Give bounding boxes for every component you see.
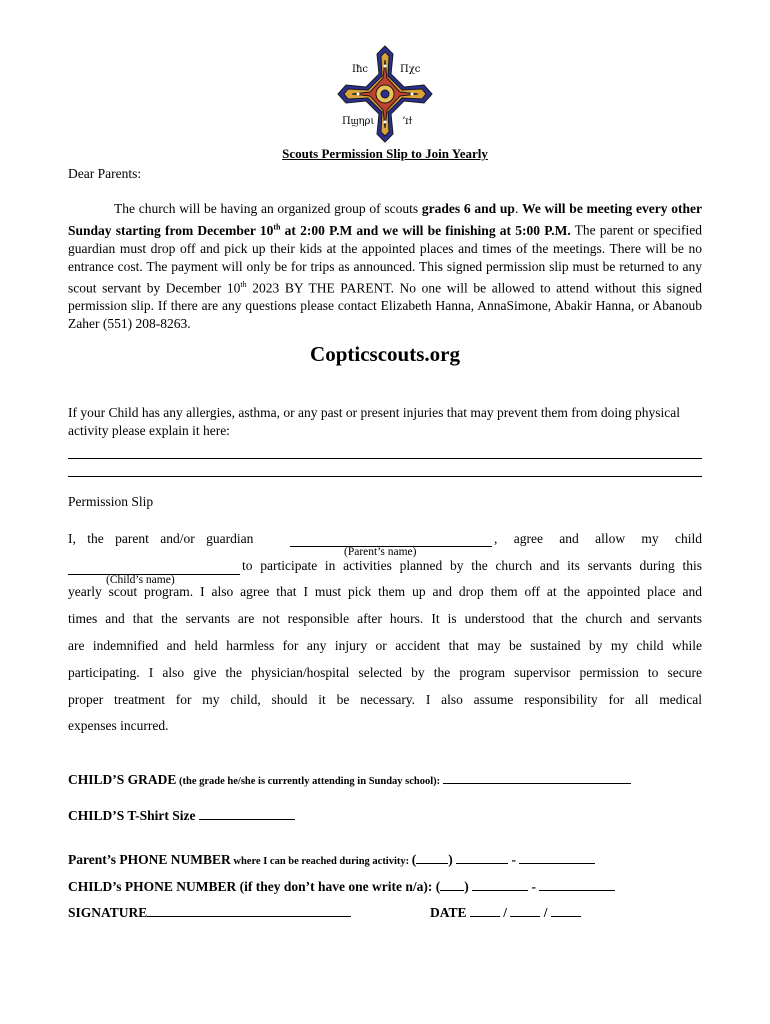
- date-row: DATE / /: [430, 904, 581, 921]
- permission-line-5: are indemnified and held harmless for any injury or accident that may be sustained by my child while: [68, 638, 702, 653]
- letter-body: [68, 200, 702, 333]
- coptic-cross-logo: [336, 44, 434, 144]
- grade-note: (the grade he/she is currently attending in Sunday school):: [176, 776, 443, 787]
- permission-line-2: to participate in activities planned by the church and its servants during this: [242, 558, 702, 573]
- letter-schedule-end: at 2:00 P.M and we will be finishing at 5:00 P.M.: [280, 222, 571, 238]
- date-label: DATE: [430, 905, 470, 920]
- word: parent: [115, 531, 149, 546]
- permission-heading: Permission Slip: [68, 494, 154, 509]
- letter-text: 2023 BY THE PARENT. No one will be allowed to attend without this signed permission slip. If there are any questions please contact Elizabeth Hanna, AnnaSimone, Abakir Hanna, or Abanoub Zaher (551) 208-8263.: [68, 280, 702, 331]
- letter-text: The church will be having an organized group of scouts: [114, 201, 422, 216]
- word: and/or: [160, 531, 195, 546]
- grade-row: [68, 771, 631, 788]
- allergy-prompt: If your Child has any allergies, asthma, or any past or present injuries that may prevent them from doing physical activity please explain it here:: [68, 405, 680, 438]
- parent-phone-label: Parent’s PHONE NUMBER: [68, 852, 231, 867]
- grade-field[interactable]: [443, 771, 631, 784]
- child-phone-line-field[interactable]: [539, 878, 615, 891]
- permission-line-1: [68, 531, 253, 547]
- permission-line-6: participating. I also give the physician/hospital selected by the program supervisor permission to secure: [68, 665, 702, 680]
- child-phone-row: CHILD’s PHONE NUMBER (if they don’t have one write n/a): ( ) -: [68, 878, 615, 895]
- child-name-caption: (Child’s name): [106, 574, 175, 586]
- cross-label-bottom-right: ʼɪϯ: [402, 116, 413, 127]
- parent-area-code-field[interactable]: [416, 851, 448, 864]
- date-day-field[interactable]: [510, 904, 540, 917]
- parent-phone-row: Parent’s PHONE NUMBER where I can be reached during activity: ( ) -: [68, 851, 595, 868]
- parent-phone-prefix-field[interactable]: [456, 851, 508, 864]
- tshirt-label: CHILD’S T-Shirt Size: [68, 808, 199, 823]
- letter-schedule: We will be meeting every other Sunday starting from December 10: [68, 201, 703, 238]
- cross-label-top-left: Iħc: [352, 64, 368, 75]
- date-year-field[interactable]: [551, 904, 581, 917]
- tshirt-size-field[interactable]: [199, 807, 295, 820]
- cross-label-bottom-left: Πϣηρι: [342, 116, 375, 127]
- allergy-line-1[interactable]: [68, 458, 702, 459]
- permission-line-8: expenses incurred.: [68, 718, 169, 733]
- word: the: [87, 531, 104, 546]
- letter-text: .: [514, 201, 523, 216]
- date-month-field[interactable]: [470, 904, 500, 917]
- child-phone-prefix-field[interactable]: [472, 878, 528, 891]
- allergy-line-2[interactable]: [68, 476, 702, 477]
- cross-label-top-right: Πχc: [400, 64, 421, 75]
- letter-text: The parent or specified guardian must drop off and pick up their kids at the appointed places and times of the meetings. There will be no entrance cost. The payment will only be for trips as announced. This signed permission slip must be returned to any scout servant by December 10: [68, 222, 702, 295]
- parent-name-caption: (Parent’s name): [344, 546, 417, 558]
- tshirt-row: [68, 807, 295, 824]
- child-phone-label: CHILD’s PHONE NUMBER (if they don’t have one write n/a):: [68, 879, 436, 894]
- ordinal-suffix: th: [273, 222, 281, 231]
- signature-field[interactable]: [147, 904, 351, 917]
- word: I,: [68, 531, 76, 546]
- permission-line-3: yearly scout program. I also agree that I must pick them up and drop them off at the appointed place and: [68, 584, 702, 599]
- permission-line-1-end: , agree and allow my child: [494, 531, 702, 546]
- document-title: Scouts Permission Slip to Join Yearly: [282, 146, 488, 161]
- grade-label: CHILD’S GRADE: [68, 772, 177, 787]
- permission-line-7: proper treatment for my child, should it be necessary. I also assume responsibility for all medical: [68, 692, 702, 707]
- parent-phone-line-field[interactable]: [519, 851, 595, 864]
- signature-label: SIGNATURE: [68, 905, 148, 920]
- ordinal-suffix: th: [240, 279, 247, 289]
- letter-grades: grades 6 and up: [421, 201, 515, 216]
- parent-phone-note: where I can be reached during activity:: [230, 856, 412, 867]
- permission-line-4: times and that the servants are not responsible after hours. It is understood that the church and servants: [68, 611, 702, 626]
- website-heading: Copticscouts.org: [310, 342, 460, 366]
- child-area-code-field[interactable]: [440, 878, 464, 891]
- word: guardian: [206, 531, 254, 546]
- signature-row: [68, 904, 351, 921]
- greeting: Dear Parents:: [68, 166, 142, 181]
